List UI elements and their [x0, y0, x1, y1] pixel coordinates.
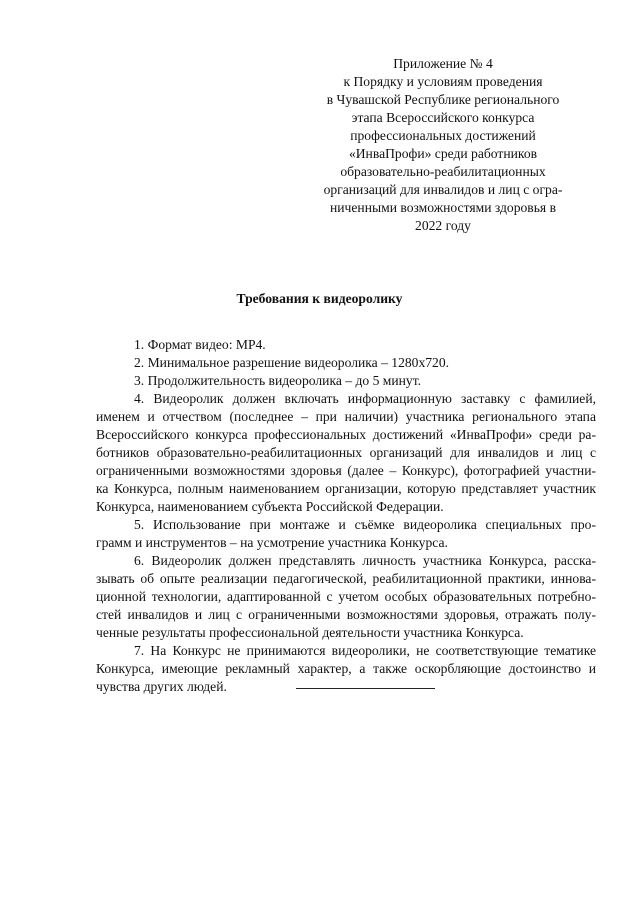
requirement-duration: 3. Продолжительность видеоролика – до 5 минут. [134, 373, 422, 388]
requirement-6-line: 6. Видеоролик должен представлять личность участника Конкурса, расска- [134, 553, 596, 568]
appendix-line: образовательно-реабилитационных [340, 164, 546, 179]
requirement-4-line: ограниченными возможностями здоровья (далее – Конкурс), фотографией участни- [96, 463, 596, 478]
appendix-header [300, 55, 586, 235]
requirement-6-line: ченные результаты профессиональной деятельности участника Конкурса. [96, 625, 524, 640]
requirement-6-line: зывать об опыте реализации педагогической, реабилитационной практики, иннова- [96, 571, 596, 586]
requirement-resolution: 2. Минимальное разрешение видеоролика – 1280x720. [134, 355, 450, 370]
appendix-line: этапа Всероссийского конкурса [351, 110, 535, 125]
appendix-line: «ИнваПрофи» среди работников [348, 146, 538, 161]
requirement-4-line: ка Конкурса, полным наименованием организации, которую представляет участник [96, 481, 596, 496]
appendix-line: организаций для инвалидов и лиц с огра- [323, 182, 563, 197]
appendix-line: 2022 году [415, 218, 471, 233]
requirement-5-line: 5. Использование при монтаже и съёмке видеоролика специальных про- [134, 517, 596, 532]
document-title: Требования к видеоролику [236, 291, 403, 306]
closing-rule [296, 688, 435, 689]
requirement-7-line: 7. На Конкурс не принимаются видеоролики, не соответствующие тематике [134, 643, 596, 658]
requirement-format: 1. Формат видео: MP4. [134, 337, 266, 352]
requirement-7-line: чувства других людей. [96, 679, 227, 694]
requirements-body [96, 336, 596, 696]
appendix-line: к Порядку и условиям проведения [343, 74, 543, 89]
requirement-5-line: грамм и инструментов – на усмотрение участника Конкурса. [96, 535, 448, 550]
requirement-4-line: 4. Видеоролик должен включать информационную заставку с фамилией, [134, 391, 596, 406]
requirement-4-line: Конкурса, наименованием субъекта Российской Федерации. [96, 499, 444, 514]
appendix-line: ниченными возможностями здоровья в [330, 200, 556, 215]
requirement-4-line: ботников образовательно-реабилитационных организаций для инвалидов и лиц с [96, 445, 596, 460]
requirement-6-line: стей инвалидов и лиц с ограниченными возможностями здоровья, отражать полу- [96, 607, 596, 622]
requirement-6-line: ционной технологии, адаптированной с учетом особых образовательных потребно- [96, 589, 596, 604]
requirement-4-line: именем и отчеством (последнее – при наличии) участника регионального этапа [96, 409, 596, 424]
appendix-line: Приложение № 4 [393, 56, 493, 71]
appendix-line: в Чувашской Республике регионального [326, 92, 560, 107]
appendix-line: профессиональных достижений [350, 128, 536, 143]
requirement-4-line: Всероссийского конкурса профессиональных достижений «ИнваПрофи» среди ра- [96, 427, 596, 442]
requirement-7-line: Конкурса, имеющие рекламный характер, а также оскорбляющие достоинство и [96, 661, 596, 676]
